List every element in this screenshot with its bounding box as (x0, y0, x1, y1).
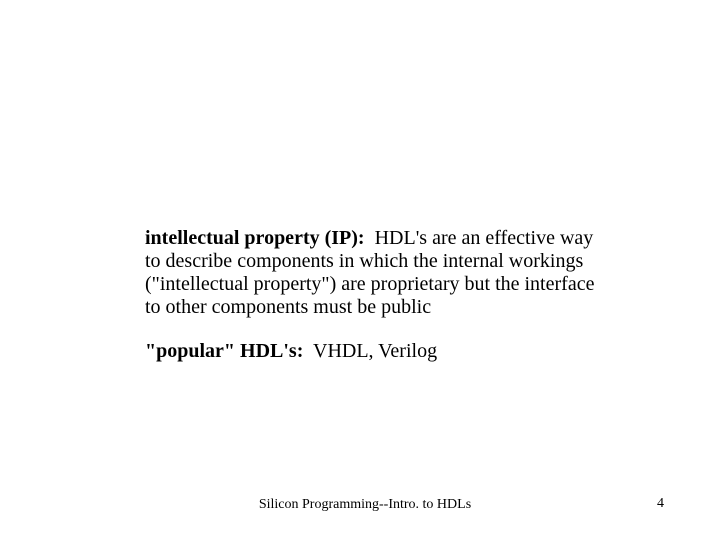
slide-body (145, 227, 605, 363)
ip-text: HDL's are an effective way to describe components in which the internal workings ("intellectual property") are proprietary but the interface to other components must be public (145, 227, 595, 318)
ip-term: intellectual property (IP): (145, 227, 365, 249)
ip-paragraph (145, 227, 605, 319)
popular-hdls-paragraph (145, 340, 605, 363)
footer-title: Silicon Programming--Intro. to HDLs (258, 497, 472, 512)
popular-hdls-term: "popular" HDL's: (145, 340, 304, 362)
page-number: 4 (657, 496, 664, 511)
popular-hdls-text: VHDL, Verilog (313, 340, 438, 362)
